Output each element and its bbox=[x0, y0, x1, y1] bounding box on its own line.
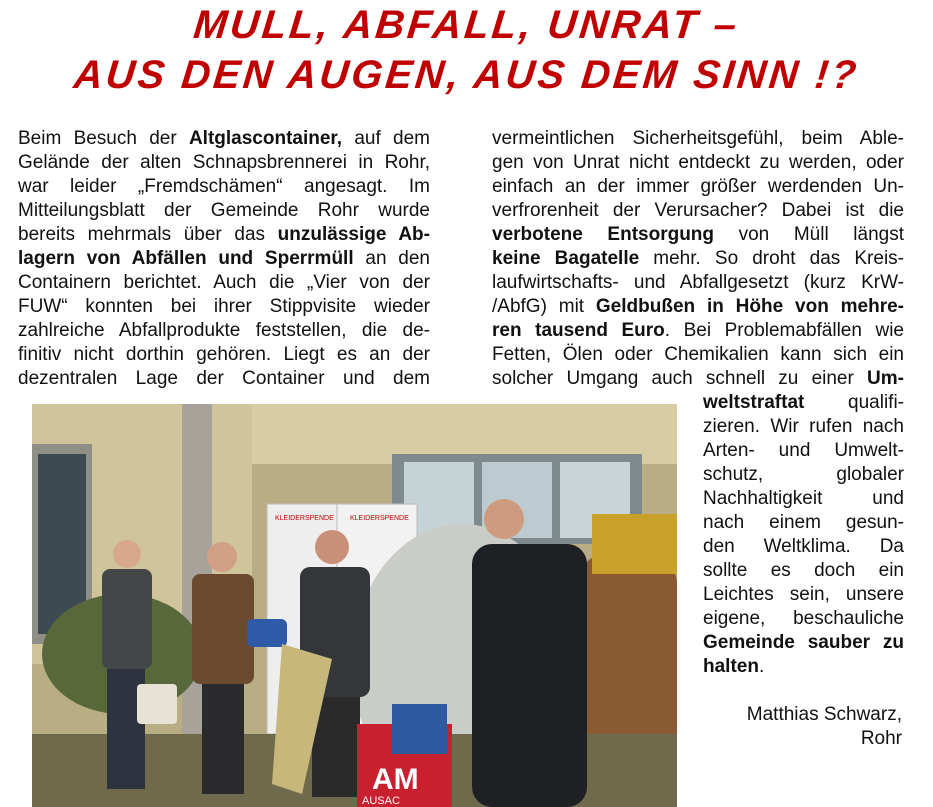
text-span: vermeintlichen Sicherheitsgefühl, beim Able- bbox=[492, 128, 904, 149]
text-line bbox=[492, 199, 904, 223]
text-span: /AbfG) mit bbox=[492, 296, 596, 317]
text-line bbox=[703, 391, 904, 415]
text-line bbox=[18, 247, 430, 271]
article-right-column bbox=[492, 127, 904, 391]
text-line bbox=[18, 319, 430, 343]
person-1-body bbox=[102, 569, 152, 669]
text-line bbox=[492, 151, 904, 175]
text-line bbox=[492, 247, 904, 271]
text-span: nach einem gesun- bbox=[703, 512, 904, 533]
bold-text: weltstraftat bbox=[703, 392, 805, 413]
text-span: solcher Umgang auch schnell zu einer bbox=[492, 368, 868, 389]
text-line bbox=[492, 175, 904, 199]
text-span: qualifi- bbox=[804, 392, 904, 413]
bold-text: ren tausend Euro bbox=[492, 320, 665, 341]
text-line bbox=[703, 559, 904, 583]
text-span: Nachhaltigkeit und bbox=[703, 488, 904, 509]
text-span: an den bbox=[353, 248, 430, 269]
container-sign-1: KLEIDERSPENDE bbox=[275, 515, 334, 522]
bold-text: unzulässige Ab- bbox=[277, 224, 430, 245]
text-line bbox=[492, 319, 904, 343]
text-span: auf dem bbox=[342, 128, 430, 149]
text-line bbox=[492, 223, 904, 247]
text-line bbox=[18, 127, 430, 151]
article-left-column bbox=[18, 127, 430, 391]
bold-text: halten bbox=[703, 656, 759, 677]
text-span: dezentralen Lage der Container und dem bbox=[18, 368, 430, 389]
text-span: mehr. So droht das Kreis- bbox=[639, 248, 904, 269]
article-photo bbox=[32, 404, 677, 807]
text-line bbox=[492, 271, 904, 295]
text-span: verfrorenheit der Verursacher? Dabei ist die bbox=[492, 200, 904, 221]
text-line bbox=[703, 583, 904, 607]
text-line bbox=[703, 463, 904, 487]
text-span: von Müll längst bbox=[714, 224, 904, 245]
text-span: Beim Besuch der bbox=[18, 128, 189, 149]
text-line bbox=[492, 295, 904, 319]
text-line bbox=[18, 199, 430, 223]
headline-line-2: AUS DEN AUGEN, AUS DEM SINN !? bbox=[71, 53, 862, 97]
text-line bbox=[703, 535, 904, 559]
text-line bbox=[703, 439, 904, 463]
text-line bbox=[18, 367, 430, 391]
text-line bbox=[703, 487, 904, 511]
article-wrap-column bbox=[703, 391, 904, 679]
text-line bbox=[18, 151, 430, 175]
person-2-head bbox=[207, 542, 237, 572]
text-span: zahlreiche Abfallprodukte feststellen, die de- bbox=[18, 320, 430, 341]
text-span: Containern berichtet. Auch die „Vier von der bbox=[18, 272, 430, 293]
text-line bbox=[703, 511, 904, 535]
text-span: laufwirtschafts- und Abfallgesetzt (kurz KrW- bbox=[492, 272, 904, 293]
text-span: . Bei Problemabfällen wie bbox=[664, 320, 905, 341]
text-span: FUW“ konnten bei ihrer Stippvisite wieder bbox=[18, 296, 430, 317]
text-line bbox=[703, 631, 904, 655]
poster-text: AM bbox=[372, 763, 419, 796]
bold-text: Um- bbox=[867, 368, 904, 389]
text-line bbox=[18, 175, 430, 199]
text-span: eigene, beschauliche bbox=[703, 608, 904, 629]
author-name: Matthias Schwarz, bbox=[746, 704, 902, 725]
text-span: Gelände der alten Schnapsbrennerei in Rohr, bbox=[18, 152, 430, 173]
text-line bbox=[492, 343, 904, 367]
text-span: Mitteilungsblatt der Gemeinde Rohr wurde bbox=[18, 200, 430, 221]
text-span: . bbox=[758, 656, 765, 677]
text-line bbox=[18, 343, 430, 367]
text-line bbox=[18, 271, 430, 295]
photo-illustration bbox=[32, 404, 677, 807]
person-2-body bbox=[192, 574, 254, 684]
text-span: gen von Unrat nicht entdeckt zu werden, oder bbox=[492, 152, 904, 173]
poster-text-2: AUSAC bbox=[362, 795, 400, 807]
blue-box bbox=[392, 704, 447, 754]
text-span: zieren. Wir rufen nach bbox=[703, 416, 904, 437]
text-span: schutz, globaler bbox=[703, 464, 904, 485]
text-span: Leichtes sein, unsere bbox=[703, 584, 904, 605]
bold-text: verbotene Entsorgung bbox=[492, 224, 715, 245]
text-span: Fetten, Ölen oder Chemikalien kann sich ein bbox=[492, 344, 904, 365]
yellow-container bbox=[592, 514, 677, 574]
author-signature bbox=[690, 703, 902, 751]
text-line bbox=[18, 295, 430, 319]
text-line bbox=[703, 415, 904, 439]
bold-text: Gemeinde sauber zu bbox=[703, 632, 904, 653]
text-line bbox=[492, 127, 904, 151]
person-3-head bbox=[315, 530, 349, 564]
text-span: sollte es doch ein bbox=[703, 560, 904, 581]
person-4-head bbox=[484, 499, 524, 539]
iron-appliance bbox=[247, 619, 287, 647]
text-span: finitiv nicht dorthin gehören. Liegt es an der bbox=[18, 344, 430, 365]
text-span: den Weltklima. Da bbox=[703, 536, 904, 557]
bold-text: keine Bagatelle bbox=[492, 248, 640, 269]
person-4-body bbox=[472, 544, 587, 807]
canister bbox=[137, 684, 177, 724]
bold-text: lagern von Abfällen und Sperrmüll bbox=[18, 248, 354, 269]
text-line bbox=[703, 607, 904, 631]
author-place: Rohr bbox=[860, 728, 902, 749]
person-1-head bbox=[113, 540, 141, 568]
text-span: bereits mehrmals über das bbox=[18, 224, 278, 245]
text-line bbox=[703, 655, 904, 679]
text-line bbox=[492, 367, 904, 391]
bold-text: Geldbußen in Höhe von mehre- bbox=[595, 296, 904, 317]
text-span: einfach an der immer größer werdenden Un- bbox=[492, 176, 904, 197]
text-span: war leider „Fremdschämen“ angesagt. Im bbox=[18, 176, 430, 197]
person-2-legs bbox=[202, 684, 244, 794]
bold-text: Altglascontainer, bbox=[188, 128, 343, 149]
container-sign-2: KLEIDERSPENDE bbox=[350, 515, 409, 522]
headline-line-1: MULL, ABFALL, UNRAT – bbox=[191, 3, 742, 47]
text-span: Arten- und Umwelt- bbox=[703, 440, 904, 461]
text-line bbox=[18, 223, 430, 247]
